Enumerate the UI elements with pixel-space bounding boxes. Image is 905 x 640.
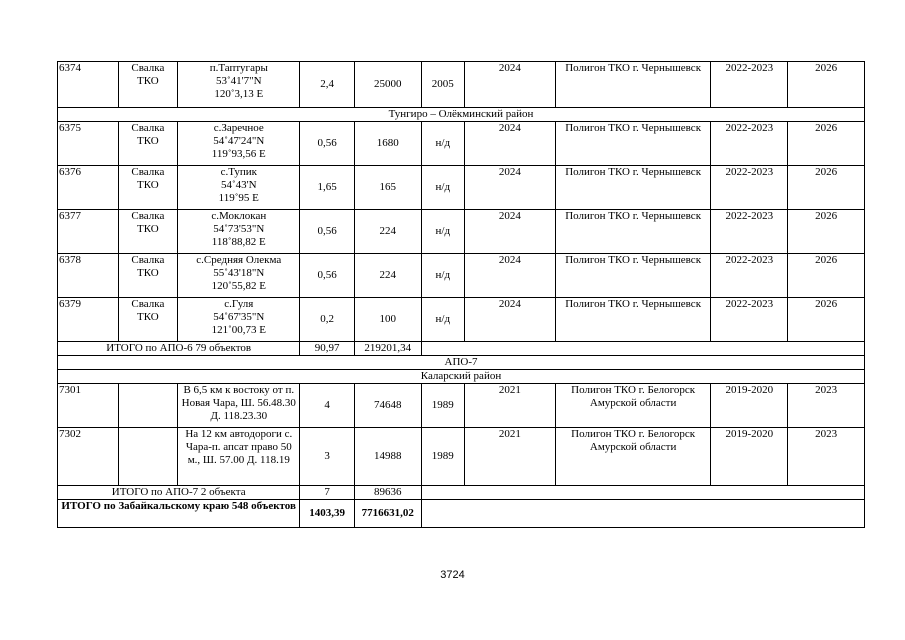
destination: Полигон ТКО г. Белогорск Амурской области	[555, 428, 711, 486]
site-type: Свалка ТКО	[118, 254, 178, 298]
destination: Полигон ТКО г. Чернышевск	[555, 298, 711, 342]
longitude: 118˚88,82 E	[211, 236, 266, 248]
closure-year: 2024	[464, 166, 555, 210]
site-location	[178, 254, 300, 298]
work-period: 2022-2023	[711, 62, 788, 108]
total-volume: 89636	[354, 486, 421, 500]
work-period: 2019-2020	[711, 428, 788, 486]
site-area: 0,56	[300, 122, 355, 166]
closure-year: 2024	[464, 210, 555, 254]
row-id: 6375	[58, 122, 119, 166]
end-year: 2026	[788, 62, 865, 108]
section-title: АПО-7	[58, 356, 865, 370]
latitude: 55˚43'18"N	[213, 267, 265, 279]
waste-volume: 74648	[354, 384, 421, 428]
end-year: 2023	[788, 428, 865, 486]
site-area: 4	[300, 384, 355, 428]
start-year: н/д	[421, 254, 464, 298]
table-row	[58, 210, 865, 254]
site-type	[118, 428, 178, 486]
site-location	[178, 62, 300, 108]
grand-total-area: 1403,39	[300, 500, 355, 528]
closure-year: 2024	[464, 254, 555, 298]
total-row	[58, 486, 865, 500]
start-year: 1989	[421, 428, 464, 486]
longitude: 119˚95 E	[218, 192, 259, 204]
row-id: 6379	[58, 298, 119, 342]
site-type: Свалка ТКО	[118, 122, 178, 166]
place-name: п.Таптугары	[209, 62, 268, 74]
district-name: Тунгиро – Олёкминский район	[58, 108, 865, 122]
grand-total-row	[58, 500, 865, 528]
end-year: 2026	[788, 254, 865, 298]
latitude: 54˚67'35"N	[213, 311, 265, 323]
destination: Полигон ТКО г. Чернышевск	[555, 62, 711, 108]
row-id: 6377	[58, 210, 119, 254]
waste-volume: 224	[354, 254, 421, 298]
end-year: 2026	[788, 166, 865, 210]
site-location: В 6,5 км к востоку от п. Новая Чара, Ш. 56.48.30 Д. 118.23.30	[178, 384, 300, 428]
destination: Полигон ТКО г. Чернышевск	[555, 166, 711, 210]
table-row	[58, 428, 865, 486]
work-period: 2022-2023	[711, 166, 788, 210]
district-row	[58, 370, 865, 384]
work-period: 2022-2023	[711, 254, 788, 298]
closure-year: 2024	[464, 122, 555, 166]
start-year: н/д	[421, 298, 464, 342]
work-period: 2022-2023	[711, 210, 788, 254]
start-year: н/д	[421, 122, 464, 166]
table-row	[58, 384, 865, 428]
row-id: 6374	[58, 62, 119, 108]
waste-volume: 25000	[354, 62, 421, 108]
total-row	[58, 342, 865, 356]
district-row	[58, 108, 865, 122]
total-area: 90,97	[300, 342, 355, 356]
site-area: 0,56	[300, 210, 355, 254]
total-volume: 219201,34	[354, 342, 421, 356]
site-type: Свалка ТКО	[118, 62, 178, 108]
site-area: 0,56	[300, 254, 355, 298]
end-year: 2026	[788, 298, 865, 342]
latitude: 53˚41'7"N	[215, 75, 262, 87]
site-type: Свалка ТКО	[118, 166, 178, 210]
row-id: 6376	[58, 166, 119, 210]
start-year: н/д	[421, 210, 464, 254]
page-number: 3724	[440, 569, 465, 581]
table-row	[58, 298, 865, 342]
site-location	[178, 122, 300, 166]
work-period: 2022-2023	[711, 122, 788, 166]
site-location	[178, 210, 300, 254]
site-area: 2,4	[300, 62, 355, 108]
waste-volume: 100	[354, 298, 421, 342]
place-name: с.Средняя Олекма	[196, 254, 282, 266]
table-row	[58, 166, 865, 210]
site-type: Свалка ТКО	[118, 210, 178, 254]
waste-volume: 165	[354, 166, 421, 210]
total-label: ИТОГО по АПО-6 79 объектов	[58, 342, 300, 356]
table-row	[58, 122, 865, 166]
table-row	[58, 254, 865, 298]
row-id: 7302	[58, 428, 119, 486]
waste-sites-table	[57, 61, 865, 528]
place-name: с.Гуля	[224, 298, 254, 310]
destination: Полигон ТКО г. Чернышевск	[555, 210, 711, 254]
end-year: 2026	[788, 210, 865, 254]
place-name: с.Моклокан	[211, 210, 267, 222]
latitude: 54˚47'24"N	[213, 135, 265, 147]
waste-volume: 14988	[354, 428, 421, 486]
longitude: 120˚55,82 E	[211, 280, 266, 292]
total-area: 7	[300, 486, 355, 500]
row-id: 7301	[58, 384, 119, 428]
site-location: На 12 км автодороги с. Чара-п. апсат право 50 м., Ш. 57.00 Д. 118.19	[178, 428, 300, 486]
latitude: 54˚73'53"N	[213, 223, 265, 235]
end-year: 2026	[788, 122, 865, 166]
table-row	[58, 62, 865, 108]
closure-year: 2024	[464, 62, 555, 108]
row-id: 6378	[58, 254, 119, 298]
site-area: 3	[300, 428, 355, 486]
start-year: н/д	[421, 166, 464, 210]
grand-total-volume: 7716631,02	[354, 500, 421, 528]
longitude: 121˚00,73 E	[211, 324, 266, 336]
site-area: 1,65	[300, 166, 355, 210]
grand-total-label: ИТОГО по Забайкальскому краю 548 объектов	[58, 500, 300, 528]
end-year: 2023	[788, 384, 865, 428]
site-location	[178, 298, 300, 342]
closure-year: 2021	[464, 384, 555, 428]
district-name: Каларский район	[58, 370, 865, 384]
destination: Полигон ТКО г. Чернышевск	[555, 122, 711, 166]
place-name: с.Заречное	[213, 122, 264, 134]
place-name: с.Тупик	[220, 166, 257, 178]
start-year: 1989	[421, 384, 464, 428]
site-location	[178, 166, 300, 210]
waste-volume: 224	[354, 210, 421, 254]
longitude: 119˚93,56 E	[211, 148, 266, 160]
section-row	[58, 356, 865, 370]
destination: Полигон ТКО г. Белогорск Амурской области	[555, 384, 711, 428]
closure-year: 2021	[464, 428, 555, 486]
latitude: 54˚43'N	[220, 179, 257, 191]
destination: Полигон ТКО г. Чернышевск	[555, 254, 711, 298]
closure-year: 2024	[464, 298, 555, 342]
waste-volume: 1680	[354, 122, 421, 166]
work-period: 2019-2020	[711, 384, 788, 428]
work-period: 2022-2023	[711, 298, 788, 342]
site-type: Свалка ТКО	[118, 298, 178, 342]
start-year: 2005	[421, 62, 464, 108]
longitude: 120˚3,13 E	[214, 88, 264, 100]
total-label: ИТОГО по АПО-7 2 объекта	[58, 486, 300, 500]
site-area: 0,2	[300, 298, 355, 342]
site-type	[118, 384, 178, 428]
